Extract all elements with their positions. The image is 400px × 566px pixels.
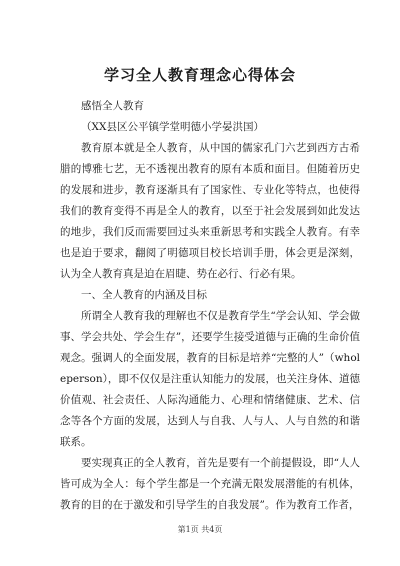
body-paragraph: 教育原本就是全人教育，从中国的儒家孔门六艺到西方古希腊的博雅七艺，无不透视出教育的原有本质和面目。但随着历史的发展和进步，教育逐渐具有了国家性、专业化等特点，也使得我们的教育变得不再是全人的教育，以至于社会发展到如此发达的地步，我们反而需要回过头来重新思考和实践全人教育。有幸也是迫于要求，翻阅了明德项目校长培训手册，体会更是深刻，认为全人教育真是迫在眉睫、势在必行、行必有果。 xyxy=(60,142,360,280)
body-paragraph: 所谓全人教育我的理解也不仅是教育学生“学会认知、学会做事、学会共处、学会生存”，还要学生接受道德与正确的生命价值观念。强调人的全面发展，教育的目标是培养“完整的人”（wholeperson），即不仅仅是注重认知能力的发展，也关注身体、道德价值观、社会责任、人际沟通能力、心理和情绪健康、艺术、信念等各个方面的发展，达到人与自我、人与人、人与自然的和谐联系。 xyxy=(60,310,360,448)
section-heading: 一、全人教育的内涵及目标 xyxy=(81,289,207,301)
page-footer: 第1页 共4页 xyxy=(177,525,223,534)
subtitle-paragraph: 感悟全人教育 xyxy=(81,100,144,112)
document-title: 学习全人教育理念心得体会 xyxy=(103,66,296,84)
body-paragraph: 要实现真正的全人教育，首先是要有一个前提假设，即“人人皆可成为全人：每个学生都是一个充满无限发展潜能的有机体，教育的目的在于激发和引导学生的自我发展”。作为教育工作者， xyxy=(60,457,360,511)
document-body xyxy=(60,96,360,516)
author-paragraph: （XX县区公平镇学堂明德小学晏洪国） xyxy=(81,121,264,133)
